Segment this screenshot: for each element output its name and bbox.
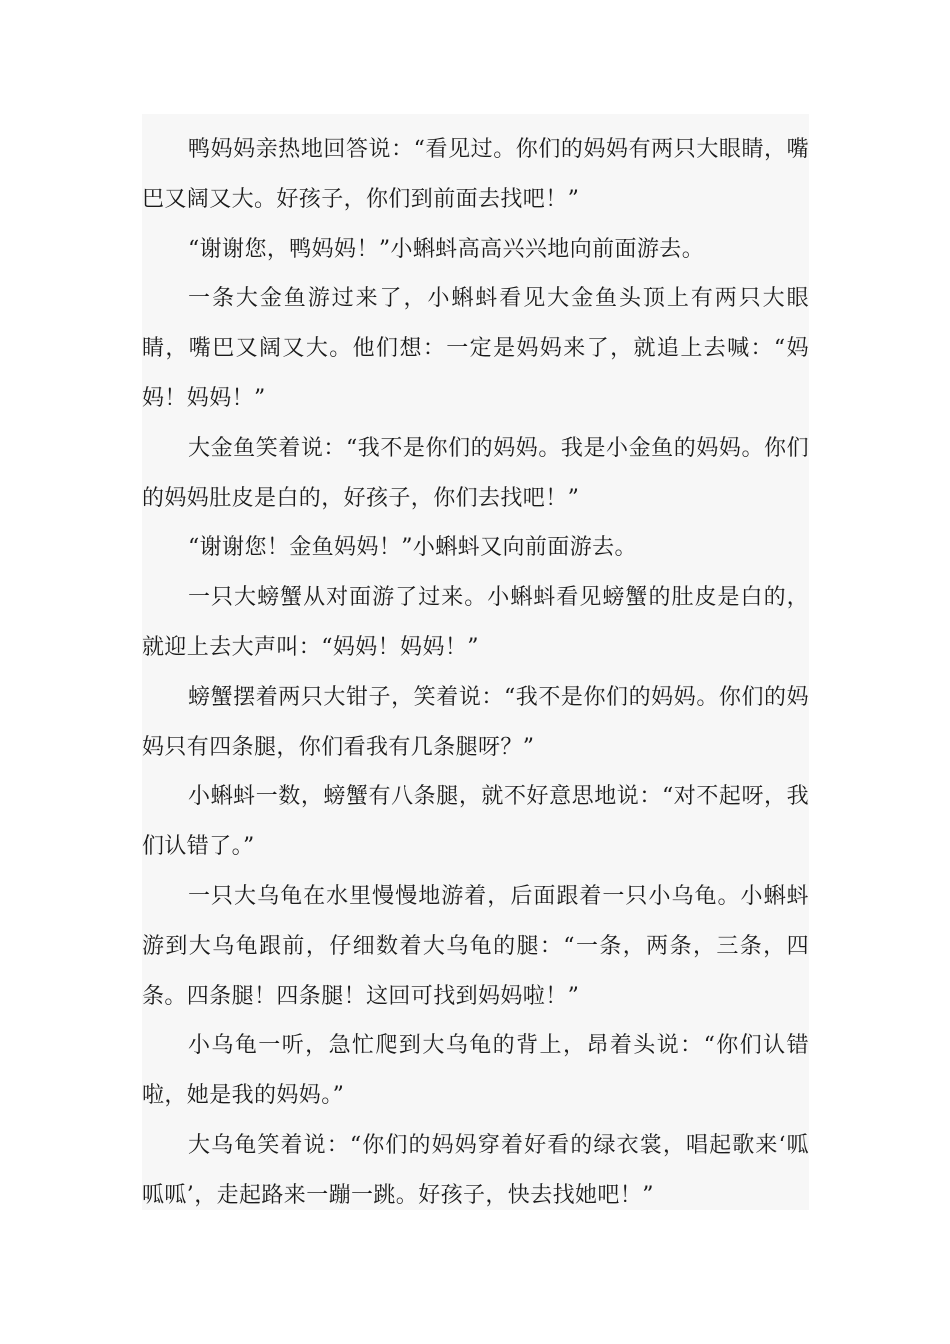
paragraph-9: 一只大乌龟在水里慢慢地游着，后面跟着一只小乌龟。小蝌蚪游到大乌龟跟前，仔细数着大乌龟的腿：“一条，两条，三条，四条。四条腿！四条腿！这回可找到妈妈啦！”: [142, 883, 809, 1009]
paragraph-2: “谢谢您，鸭妈妈！”小蝌蚪高高兴兴地向前面游去。: [188, 236, 705, 262]
paragraph-1: 鸭妈妈亲热地回答说：“看见过。你们的妈妈有两只大眼睛，嘴巴又阔又大。好孩子，你们到前面去找吧！”: [142, 137, 809, 212]
paragraph-6: 一只大螃蟹从对面游了过来。小蝌蚪看见螃蟹的肚皮是白的，就迎上去大声叫：“妈妈！妈妈！”: [142, 585, 809, 660]
story-text-block: [142, 114, 809, 1210]
paragraph-11: 大乌龟笑着说：“你们的妈妈穿着好看的绿衣裳，唱起歌来‘呱呱呱’，走起路来一蹦一跳。好孩子，快去找她吧！”: [142, 1132, 809, 1208]
paragraph-10: 小乌龟一听，急忙爬到大乌龟的背上，昂着头说：“你们认错啦，她是我的妈妈。”: [142, 1033, 809, 1109]
paragraph-8: 小蝌蚪一数，螃蟹有八条腿，就不好意思地说：“对不起呀，我们认错了。”: [142, 784, 809, 860]
paragraph-4: 大金鱼笑着说：“我不是你们的妈妈。我是小金鱼的妈妈。你们的妈妈肚皮是白的，好孩子，你们去找吧！”: [142, 435, 809, 511]
paragraph-5: “谢谢您！金鱼妈妈！”小蝌蚪又向前面游去。: [188, 535, 637, 561]
paragraph-7: 螃蟹摆着两只大钳子，笑着说：“我不是你们的妈妈。你们的妈妈只有四条腿，你们看我有几条腿呀？”: [142, 684, 809, 760]
paragraph-3: 一条大金鱼游过来了，小蝌蚪看见大金鱼头顶上有两只大眼睛，嘴巴又阔又大。他们想：一定是妈妈来了，就追上去喊：“妈妈！妈妈！”: [142, 286, 809, 411]
